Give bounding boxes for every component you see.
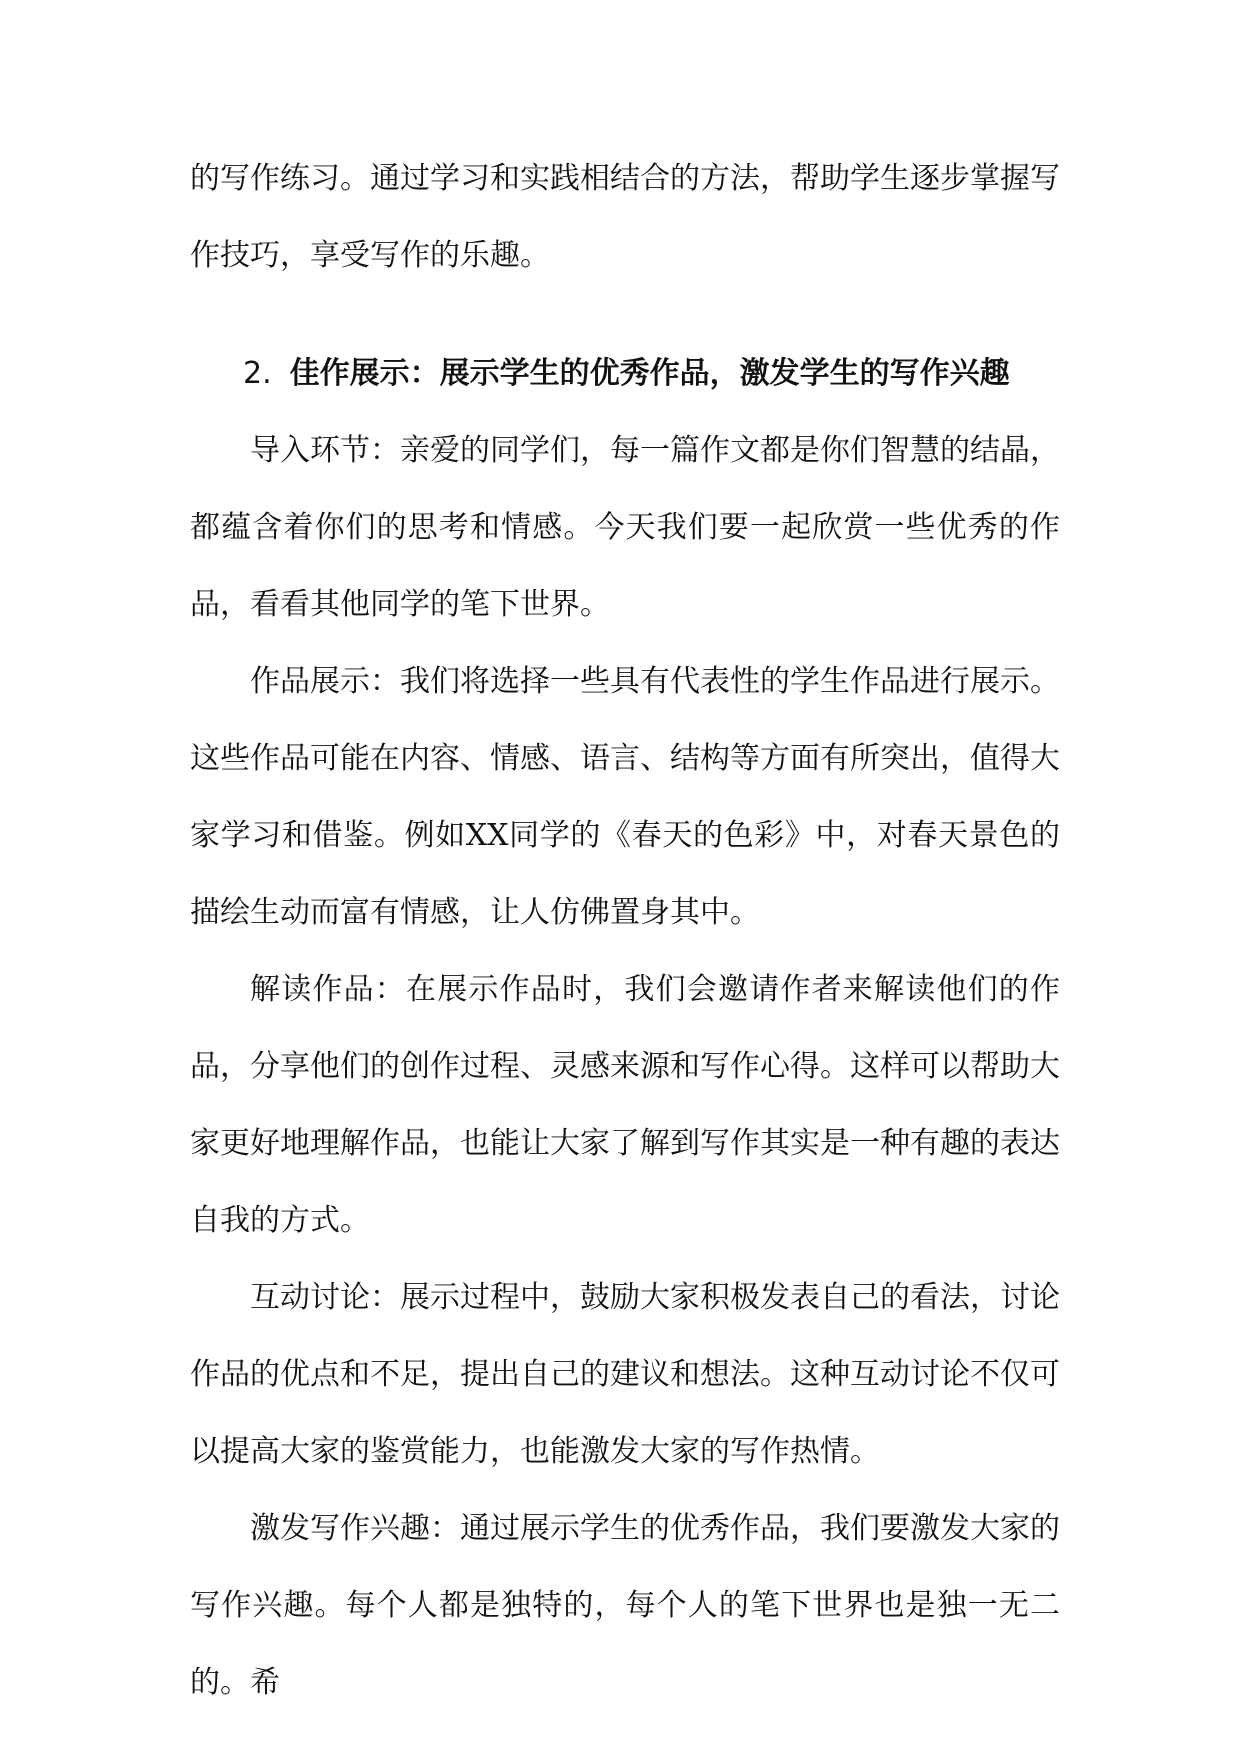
paragraph-discussion: 互动讨论：展示过程中，鼓励大家积极发表自己的看法，讨论作品的优点和不足，提出自己的建议和想法。这种互动讨论不仅可以提高大家的鉴赏能力，也能激发大家的写作热情。 xyxy=(190,1280,1060,1469)
section-number: 2. xyxy=(243,356,272,391)
paragraph-interest: 激发写作兴趣：通过展示学生的优秀作品，我们要激发大家的写作兴趣。每个人都是独特的，每个人的笔下世界也是独一无二的。希 xyxy=(190,1511,1060,1700)
section-heading xyxy=(190,335,1060,412)
continuation-paragraph: 的写作练习。通过学习和实践相结合的方法，帮助学生逐步掌握写作技巧，享受写作的乐趣。 xyxy=(190,161,1060,273)
document-page xyxy=(190,140,1060,1721)
paragraph-intro: 导入环节：亲爱的同学们，每一篇作文都是你们智慧的结晶，都蕴含着你们的思考和情感。今天我们要一起欣赏一些优秀的作品，看看其他同学的笔下世界。 xyxy=(190,433,1060,622)
section-title: 佳作展示：展示学生的优秀作品，激发学生的写作兴趣 xyxy=(289,356,1010,391)
paragraph-interpretation: 解读作品：在展示作品时，我们会邀请作者来解读他们的作品，分享他们的创作过程、灵感来源和写作心得。这样可以帮助大家更好地理解作品，也能让大家了解到写作其实是一种有趣的表达自我的方式。 xyxy=(190,972,1060,1238)
paragraph-showcase: 作品展示：我们将选择一些具有代表性的学生作品进行展示。这些作品可能在内容、情感、语言、结构等方面有所突出，值得大家学习和借鉴。例如XX同学的《春天的色彩》中，对春天景色的描绘生动而富有情感，让人仿佛置身其中。 xyxy=(190,664,1060,930)
